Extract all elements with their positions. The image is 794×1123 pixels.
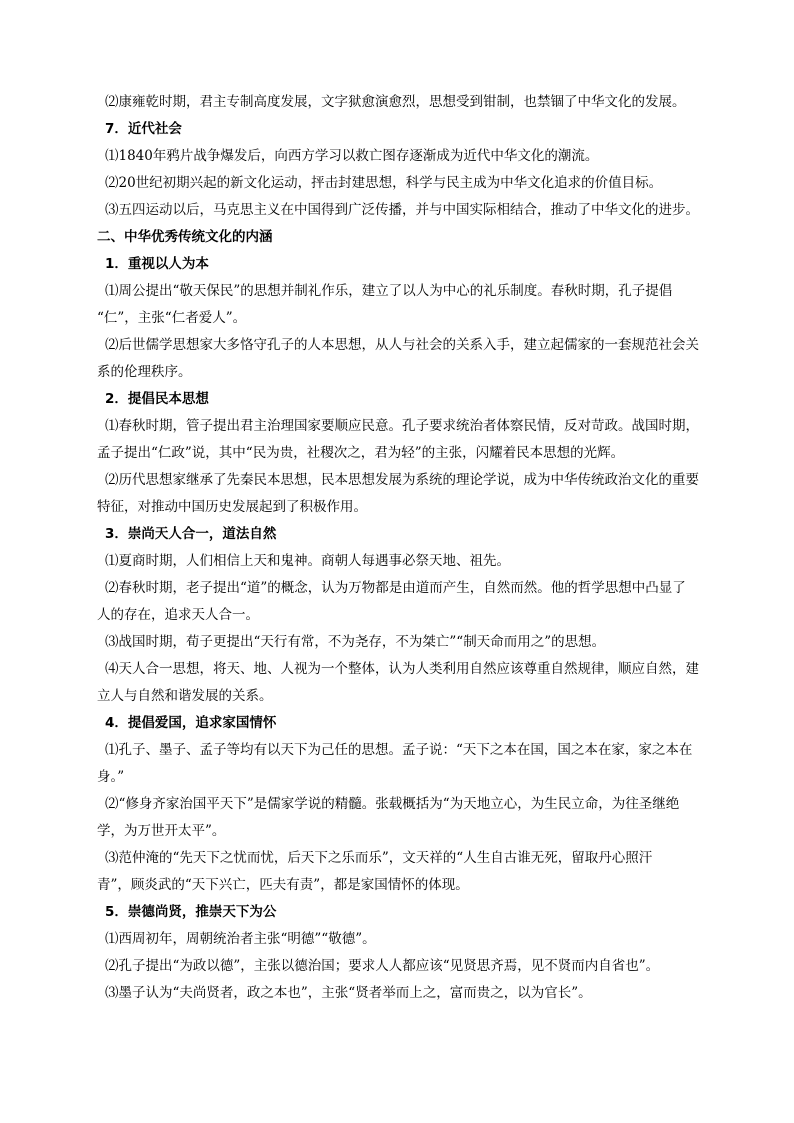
section-heading: 2．提倡民本思想 <box>105 391 209 407</box>
para-line: ⑵康雍乾时期，君主专制高度发展，文字狱愈演愈烈，思想受到钳制，也禁锢了中华文化的发展。 <box>105 94 686 110</box>
section-heading: 7．近代社会 <box>105 121 182 137</box>
para-line: ⑵“修身齐家治国平天下”是儒家学说的精髓。张载概括为“为天地立心，为生民立命，为往圣继绝 <box>105 796 680 812</box>
section-heading: 1．重视以人为本 <box>105 256 209 272</box>
para-continuation: 青”，顾炎武的“天下兴亡，匹夫有责”，都是家国情怀的体现。 <box>97 877 469 893</box>
para-line: ⑵春秋时期，老子提出“道”的概念，认为万物都是由道而产生，自然而然。他的哲学思想中凸显了 <box>105 580 686 596</box>
section-heading: 5．崇德尚贤，推崇天下为公 <box>105 904 277 920</box>
para-line: ⑶战国时期，荀子更提出“天行有常，不为尧存，不为桀亡”“制天命而用之”的思想。 <box>105 634 606 650</box>
para-line: ⑶范仲淹的“先天下之忧而忧，后天下之乐而乐”，文天祥的“人生自古谁无死，留取丹心照汗 <box>105 850 653 866</box>
section-heading: 3．崇尚天人合一，道法自然 <box>105 526 277 542</box>
para-line: ⑷天人合一思想，将天、地、人视为一个整体，认为人类利用自然应该尊重自然规律，顺应自然，建 <box>105 661 699 677</box>
para-line: ⑴春秋时期，管子提出君主治理国家要顺应民意。孔子要求统治者体察民情，反对苛政。战国时期， <box>105 418 699 434</box>
chapter-heading: 二、中华优秀传统文化的内涵 <box>97 229 273 245</box>
para-line: ⑴1840年鸦片战争爆发后，向西方学习以救亡图存逐渐成为近代中华文化的潮流。 <box>105 148 599 164</box>
para-continuation: 身。” <box>97 769 125 785</box>
para-continuation: “仁”，主张“仁者爱人”。 <box>97 310 247 326</box>
para-line: ⑴夏商时期，人们相信上天和鬼神。商朝人每遇事必祭天地、祖先。 <box>105 553 510 569</box>
para-continuation: 学，为万世开太平”。 <box>97 823 226 839</box>
para-line: ⑶墨子认为“夫尚贤者，政之本也”，主张“贤者举而上之，富而贵之，以为官长”。 <box>105 985 592 1001</box>
para-line: ⑶五四运动以后，马克思主义在中国得到广泛传播，并与中国实际相结合，推动了中华文化的进步。 <box>105 202 699 218</box>
para-continuation: 孟子提出“仁政”说，其中“民为贵，社稷次之，君为轻”的主张，闪耀着民本思想的光辉。 <box>97 445 625 461</box>
para-continuation: 特征，对推动中国历史发展起到了积极作用。 <box>97 499 367 515</box>
para-line: ⑵后世儒学思想家大多恪守孔子的人本思想，从人与社会的关系入手，建立起儒家的一套规范社会关 <box>105 337 699 353</box>
para-continuation: 人的存在，追求天人合一。 <box>97 607 259 623</box>
para-line: ⑴孔子、墨子、孟子等均有以天下为己任的思想。孟子说：“天下之本在国，国之本在家，家之本在 <box>105 742 693 758</box>
para-line: ⑵20世纪初期兴起的新文化运动，抨击封建思想，科学与民主成为中华文化追求的价值目标。 <box>105 175 663 191</box>
para-line: ⑴周公提出“敬天保民”的思想并制礼作乐，建立了以人为中心的礼乐制度。春秋时期，孔子提倡 <box>105 283 673 299</box>
section-heading: 4．提倡爱国，追求家国情怀 <box>105 715 277 731</box>
para-line: ⑵孔子提出“为政以德”，主张以德治国；要求人人都应该“见贤思齐焉，见不贤而内自省也”。 <box>105 958 660 974</box>
para-line: ⑴西周初年，周朝统治者主张“明德”“敬德”。 <box>105 931 376 947</box>
para-continuation: 立人与自然和谐发展的关系。 <box>97 688 273 704</box>
para-line: ⑵历代思想家继承了先秦民本思想，民本思想发展为系统的理论学说，成为中华传统政治文化的重要 <box>105 472 699 488</box>
para-continuation: 系的伦理秩序。 <box>97 364 192 380</box>
